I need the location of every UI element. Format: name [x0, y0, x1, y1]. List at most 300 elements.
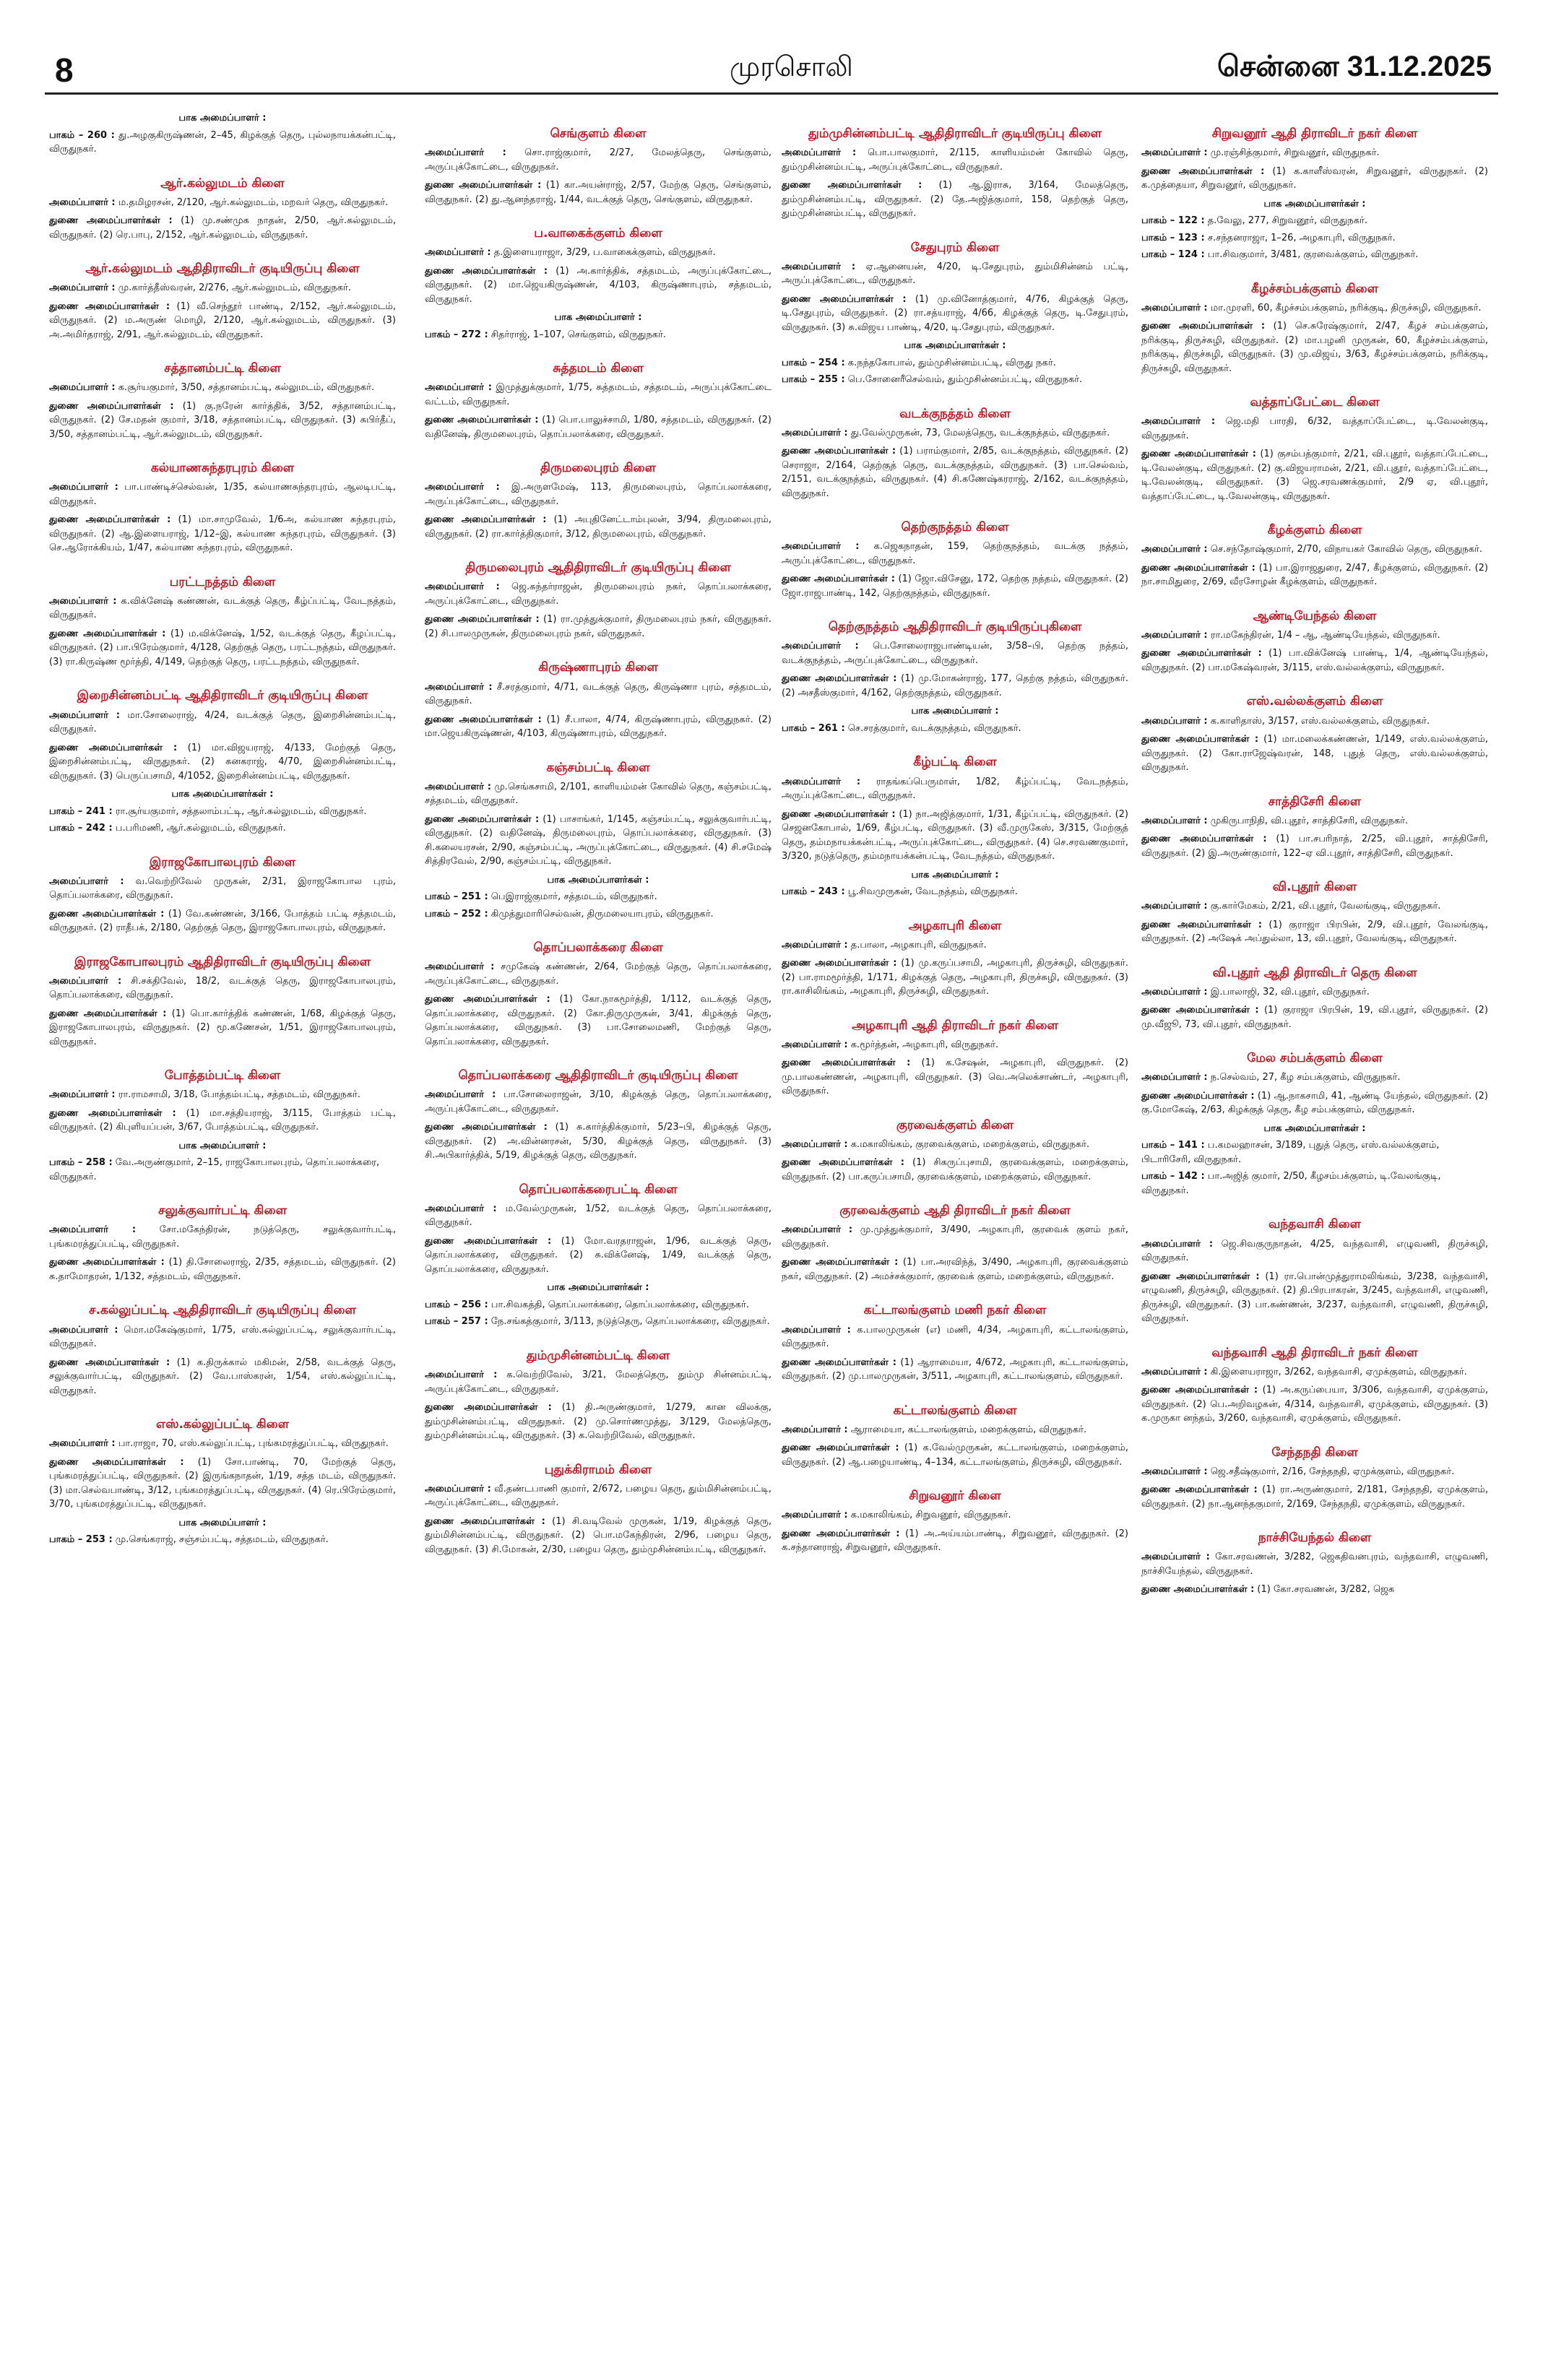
officer-entry: துணை அமைப்பாளர்கள் : (1) தி.சோலைராஜ், 2/35, சத்தமடம், விருதுநகர். (2) சு.தாமோதரன், 1/132, சத்தமடம், விருதுநகர்.: [49, 1257, 396, 1282]
booth-entry: பாகம் – 142 : பா.அஜித் குமார், 2/50, கீழசம்பக்குளம், டி.வேலங்குடி, விருதுநகர்.: [1141, 1171, 1441, 1196]
branch-section: [1141, 794, 1488, 861]
branch-section: [1141, 522, 1488, 589]
booth-entry: பாகம் – 261 : செ.சரத்குமார், வடக்குநத்தம், விருதுநகர்.: [782, 722, 1021, 734]
branch-title: சுத்தமடம் கிளை: [553, 361, 644, 376]
officer-entry: துணை அமைப்பாளர்கள் : (1) சிகருப்புசாமி, குரவைக்குளம், மறைக்குளம், விருதுநகர். (2) பா.கருப்பசாமி, குரவைக்குளம், மறைக்குளம், விருதுநகர்.: [782, 1157, 1128, 1182]
booth-entry: பாகம் – 124 : பா.சிவகுமார், 3/481, குரவைக்குளம், விருதுநகர்.: [1141, 249, 1419, 261]
officer-entry: துணை அமைப்பாளர்கள் : (1) பொ.பாலுச்சாமி, 1/80, சத்தமடம், விருதுநகர். (2) வதினேஷ், திருமலைபுரம், தொப்பலாக்கரை, விருதுநகர்.: [425, 415, 772, 440]
entry-label: அமைப்பாளர் :: [49, 975, 122, 987]
subheading: பாக அமைப்பாளர்கள் :: [547, 1282, 649, 1294]
entry-label: பாகம் – 243 :: [782, 886, 845, 898]
branch-section: [782, 126, 1128, 221]
branch-title: தொப்பலாக்கரை கிளை: [533, 940, 663, 956]
officer-entry: அமைப்பாளர் : க.மகாலிங்கம், குரவைக்குளம், மறைக்குளம், விருதுநகர்.: [782, 1138, 1090, 1150]
branch-title: வத்தாப்பேட்டை கிளை: [1250, 395, 1380, 410]
subheading: பாக அமைப்பாளர்கள் :: [171, 789, 274, 800]
dateline: சென்னை 31.12.2025: [1217, 51, 1492, 82]
officer-entry: துணை அமைப்பாளர்கள் : (1) மா.சாமுவேல், 1/6அ, கல்யாண சுந்தரபுரம், விருதுநகர். (2) ஆ.இளையராஜ், 1/12–இ, கல்யாண சுந்தரபுரம், விருதுநகர். (3) செ.ஆரோக்கியம், 1/47, கல்யாண சுந்தரபுரம், விருதுநகர்.: [49, 514, 396, 554]
branch-section: [425, 560, 772, 641]
officer-entry: அமைப்பாளர் : பா.பாண்டிச்செல்வன், 1/35, கல்யாணசுந்தரபுரம், ஆலடிபட்டி, விருதுநகர்.: [49, 482, 396, 507]
officer-entry: அமைப்பாளர் : வ.வெற்றிவேல் முருகன், 2/31, இராஜகோபால புரம், தொப்பலாக்கரை, விருதுநகர்.: [49, 875, 396, 901]
booth-entry: பாகம் – 123 : ச.சந்தனராஜா, 1–26, அழகாபுரி, விருதுநகர்.: [1141, 232, 1396, 243]
officer-entry: துணை அமைப்பாளர்கள் : (1) அ.அய்யம்பாண்டி, சிறுவனூர், விருதுநகர். (2) க.சந்தானராஜ், சிறுவனூர், விருதுநகர்.: [782, 1528, 1128, 1554]
entry-label: துணை அமைப்பாளர்கள் :: [425, 1235, 552, 1247]
masthead: முரசொலி: [730, 51, 853, 82]
entry-label: அமைப்பாளர் :: [425, 482, 500, 493]
booth-entry: பாகம் – 251 : பெஇராஜ்குமார், சத்தமடம், விருதுநகர்.: [425, 891, 657, 903]
branch-title: தெற்குநத்தம் கிளை: [901, 520, 1009, 535]
branch-title: செங்குளம் கிளை: [550, 126, 647, 141]
entry-label: அமைப்பாளர் :: [1141, 1366, 1208, 1377]
page-number: 8: [55, 51, 74, 89]
officer-entry: அமைப்பாளர் : க.மகாலிங்கம், சிறுவனூர், விருதுநகர்.: [782, 1510, 1011, 1521]
entry-label: பாகம் – 261 :: [782, 722, 845, 734]
branch-section: [425, 460, 772, 541]
entry-label: துணை அமைப்பாளர்கள் :: [1141, 919, 1262, 930]
branch-section: [782, 754, 1128, 899]
entry-label: அமைப்பாளர் :: [49, 282, 116, 294]
entry-label: பாகம் – 122 :: [1141, 215, 1205, 227]
officer-entry: துணை அமைப்பாளர்கள் : (1) மா.விஜயராஜ், 4/133, மேற்குத் தெரு, இறைசின்னம்பட்டி, விருதுநகர். (2) கனகராஜ், 4/70, இறைசின்னம்பட்டி, விருதுநகர். (3) பெருப்பசாமி, 4/1052, இறைசின்னம்பட்டி, விருதுநகர்.: [49, 742, 396, 782]
booth-entry: பாகம் – 257 : நே.சங்கத்குமார், 3/113, நடுத்தெரு, தொப்பலாக்கரை, விருதுநகர்.: [425, 1316, 770, 1328]
officer-entry: துணை அமைப்பாளர்கள் : (1) நா.அஜித்குமார், 1/31, கீழ்ப்பட்டி, விருதுநகர். (2) செஜனகோபால், 1/69, கீழ்பட்டி, விருதுநகர். (3) வீ.முருகேஸ், 3/315, மேற்குத் தெரு, தம்மநாயக்கன்பட்டி, அருப்புக்கோட்டை, விருதுநகர். (4) செ.சரவணகுமார், 3/320, நடுத்தெரு, தம்மநாயக்கன்பட்டி, வேடநத்தம், விருதுநகர்.: [782, 808, 1128, 862]
officer-entry: அமைப்பாளர் : ஆராமையா, கட்டாலங்குளம், மறைக்குளம், விருதுநகர்.: [782, 1424, 1087, 1435]
officer-entry: துணை அமைப்பாளர்கள் : (1) அ.கருப்பையா, 3/306, வந்தவாசி, ஏமுக்குளம், விருதுநகர். (2) பெ.அறிவழகன், 4/314, வந்தவாசி, ஏமுக்குளம், விருதுநகர். (3) க.முருகா னந்தம், 3/260, வந்தவாசி, ஏமுக்குளம், விருதுநகர்.: [1141, 1385, 1488, 1424]
booth-entry: பாகம் – 272 : சிதர்ராஜ், 1–107, செங்குளம், விருதுநகர்.: [425, 329, 667, 340]
entry-label: அமைப்பாளர் :: [1141, 1466, 1208, 1477]
branch-section: [782, 1302, 1128, 1383]
entry-label: துணை அமைப்பாளர்கள் :: [425, 1122, 548, 1133]
officer-entry: அமைப்பாளர் : ராதங்கப்பெருமாள், 1/82, கீழ்ப்பட்டி, வேடநத்தம், அருப்புக்கோட்டை, விருதுநகர்.: [782, 776, 1128, 802]
entry-label: அமைப்பாளர் :: [782, 641, 859, 652]
subheading: பாக அமைப்பாளர்கள் :: [547, 874, 649, 886]
entry-label: துணை அமைப்பாளர்கள் :: [782, 293, 907, 305]
officer-entry: துணை அமைப்பாளர்கள் : (1) ரா.பொன்முத்துராமலிங்கம், 3/238, வந்தவாசி, எழுவணி, திருச்சுழி, விருதுநகர். (2) தி.பிரபாகரன், 3/245, வந்தவாசி, எழுவணி, திருச்சுழி, விருதுநகர். (3) பா.கண்ணன், 3/237, வந்தவாசி, எழுவணி, திருச்சுழி, விருதுநகர்.: [1141, 1271, 1488, 1325]
entry-label: அமைப்பாளர் :: [49, 709, 120, 721]
entry-label: அமைப்பாளர் :: [782, 1138, 848, 1150]
branch-title: கிருஷ்ணாபுரம் கிளை: [538, 660, 658, 675]
branch-title: தும்முசின்னம்பட்டி கிளை: [526, 1348, 670, 1363]
entry-label: அமைப்பாளர் :: [1141, 416, 1216, 428]
officer-entry: துணை அமைப்பாளர்கள் : (1) மா.சத்தியராஜ், 3/115, போத்தம் பட்டி, விருதுநகர். (2) கிபுளியப்பன், 3/67, போத்தம்பட்டி, விருதுநகர்.: [49, 1107, 396, 1133]
officer-entry: அமைப்பாளர் : மொ.மகேஷ்குமார், 1/75, எஸ்.கல்லுப்பட்டி, சலுக்குவார்பட்டி, விருதுநகர்.: [49, 1324, 396, 1350]
branch-title: வி.புதூர் ஆதி திராவிடர் தெரு கிளை: [1212, 965, 1417, 980]
entry-label: பாகம் – 260 :: [49, 129, 115, 141]
branch-title: இராஜகோபாலபுரம் ஆதிதிராவிடர் குடியிருப்பு கிளை: [74, 954, 371, 969]
officer-entry: துணை அமைப்பாளர்கள் : (1) குராஜா பிரபின், 2/9, வி.புதூர், வேலங்குடி, விருதுநகர். (2) அஷேக் அப்துல்லா, 13, வி.புதூர், வேலங்குடி, விருதுநகர்.: [1141, 919, 1488, 945]
branch-section: [49, 1302, 396, 1398]
entry-label: அமைப்பாளர் :: [425, 681, 493, 693]
booth-entry: பாகம் – 242 : ப.பரிமணி, ஆர்.கல்லுமடம், விருதுநகர்.: [49, 823, 286, 834]
entry-label: பாகம் – 272 :: [425, 329, 488, 340]
branch-title: வந்தவாசி ஆதி திராவிடர் நகர் கிளை: [1211, 1345, 1418, 1360]
branch-title: கீழக்குளம் கிளை: [1267, 523, 1362, 538]
entry-label: துணை அமைப்பாளர்கள் :: [49, 300, 170, 312]
entry-label: துணை அமைப்பாளர்கள் :: [425, 813, 540, 825]
entry-label: அமைப்பாளர் :: [782, 776, 861, 787]
officer-entry: அமைப்பாளர் : த.இளையராஜா, 3/29, ப.வாகைக்குளம், விருதுநகர்.: [425, 247, 716, 259]
branch-title: தொப்பலாக்கரைபட்டி கிளை: [519, 1182, 678, 1197]
booth-entry: பாகம் – 141 : ப.கமலஹாசன், 3/189, புதுத் தெரு, எஸ்.வல்லக்குளம், பிடாரிசேரி, விருதுநகர்.: [1141, 1140, 1440, 1165]
entry-label: அமைப்பாளர் :: [425, 961, 495, 973]
branch-title: ப.வாகைக்குளம் கிளை: [534, 226, 662, 241]
entry-label: துணை அமைப்பாளர்கள் :: [1141, 1584, 1255, 1596]
officer-entry: துணை அமைப்பாளர்கள் : (1) மு.சண்முக நாதன், 2/50, ஆர்.கல்லுமடம், விருதுநகர். (2) ரெ.பாபு, 2/152, ஆர்.கல்லுமடம், விருதுநகர்.: [49, 215, 396, 241]
page-header: [0, 0, 1543, 92]
officer-entry: துணை அமைப்பாளர்கள் : (1) மு.வினோத்குமார், 4/76, கிழக்குத் தெரு, டி.சேதுபுரம், விருதுநகர். (2) ரா.சத்யராஜ், 4/66, கிழக்குத் தெரு, டி.சேதுபுரம், விருதுநகர். (3) சு.விஜய பாண்டி, 4/20, டி.சேதுபுரம், விருதுநகர்.: [782, 293, 1128, 333]
entry-label: அமைப்பாளர் :: [49, 196, 116, 208]
column-1: [49, 107, 396, 2360]
subheading: பாக அமைப்பாளர்கள் :: [904, 340, 1006, 352]
booth-entry: பாகம் – 252 : கிமுத்துமாரிசெல்வன், திருமலையாபுரம், விருதுநகர்.: [425, 908, 714, 919]
officer-entry: அமைப்பாளர் : க.வெற்றிவேல், 3/21, மேலத்தெரு, தும்மு சின்னம்பட்டி, அருப்புக்கோட்டை, விருதுநகர்.: [425, 1369, 772, 1395]
entry-label: துணை அமைப்பாளர்கள் :: [782, 808, 896, 820]
entry-label: பாகம் – 123 :: [1141, 232, 1205, 243]
branch-section: [49, 1203, 396, 1284]
branch-title: கீழ்பட்டி கிளை: [913, 755, 997, 770]
officer-entry: அமைப்பாளர் : மா.முரளி, 60, கீழச்சம்பக்குளம், நரிக்குடி, திருச்சுழி, விருதுநகர்.: [1141, 302, 1482, 313]
entry-label: துணை அமைப்பாளர்கள் :: [49, 1257, 165, 1268]
branch-title: பரட்டநத்தம் கிளை: [169, 574, 276, 589]
entry-label: துணை அமைப்பாளர்கள் :: [782, 1356, 896, 1368]
booth-entry: பாகம் – 256 : பா.சிவகத்தி, தொப்பலாக்கரை, தொப்பலாக்கரை, விருதுநகர்.: [425, 1299, 749, 1310]
officer-entry: துணை அமைப்பாளர்கள் : (1) மு.மோகன்ராஜ், 177, தெற்கு நத்தம், விருதுநகர். (2) அசதீஸ்குமார், 4/162, தெற்குநத்தம், விருதுநகர்.: [782, 673, 1128, 698]
booth-entry: பாகம் – 122 : த.வேலு, 277, சிறுவனூர், விருதுநகர்.: [1141, 215, 1367, 227]
officer-entry: அமைப்பாளர் : க.ஜெகநாதன், 159, தெற்குநத்தம், வடக்கு நத்தம், அருப்புக்கோட்டை, விருதுநகர்.: [782, 541, 1128, 566]
branch-title: சிறுவனூர் கிளை: [909, 1489, 1001, 1504]
branch-section: [1141, 126, 1488, 262]
entry-label: அமைப்பாளர் :: [1141, 1238, 1214, 1250]
entry-label: அமைப்பாளர் :: [425, 581, 500, 593]
branch-section: [1141, 394, 1488, 503]
branch-section: [1141, 879, 1488, 946]
officer-entry: துணை அமைப்பாளர்கள் : (1) வே.கண்ணன், 3/166, போத்தம் பட்டி சத்தமடம், விருதுநகர். (2) ராதீபக், 2/180, தெற்குத் தெரு, இராஜகோபாலபுரம், விருதுநகர்.: [49, 908, 396, 934]
officer-entry: அமைப்பாளர் : பெ.சோலைராஜபாண்டியன், 3/58–பி, தெற்கு நத்தம், வடக்குநத்தம், அருப்புக்கோட்டை, விருதுநகர்.: [782, 641, 1128, 666]
entry-label: துணை அமைப்பாளர்கள் :: [1141, 321, 1266, 332]
entry-label: துணை அமைப்பாளர்கள் :: [1141, 834, 1267, 845]
branch-title: சலுக்குவார்பட்டி கிளை: [158, 1203, 287, 1219]
officer-entry: அமைப்பாளர் : கி.இளையராஜா, 3/262, வந்தவாசி, ஏமுக்குளம், விருதுநகர்.: [1141, 1366, 1467, 1377]
entry-label: பாகம் – 256 :: [425, 1299, 488, 1310]
officer-entry: அமைப்பாளர் : க.மூர்த்தன், அழகாபுரி, விருதுநகர்.: [782, 1039, 999, 1050]
entry-label: அமைப்பாளர் :: [782, 261, 856, 272]
officer-entry: அமைப்பாளர் : கோ.சரவணன், 3/282, ஜெகதிவனபுரம், வந்தவாசி, எழுவணி, நாச்சியேந்தல், விருதுநகர்.: [1141, 1552, 1488, 1577]
officer-entry: துணை அமைப்பாளர்கள் : (1) பா.சபரிநாத், 2/25, வி.புதூர், சாத்திசேரி, விருதுநகர். (2) இ.அருண்குமார், 122–ஏ வி.புதூர், சாத்திசேரி, விருதுநகர்.: [1141, 834, 1488, 859]
branch-title: எஸ்.கல்லுப்பட்டி கிளை: [155, 1417, 290, 1432]
officer-entry: துணை அமைப்பாளர்கள் : (1) சீ.பாலா, 4/74, கிருஷ்ணாபுரம், விருதுநகர். (2) மா.ஜெயகிருஷ்ணன், 4/103, கிருஷ்ணாபுரம், விருதுநகர்.: [425, 714, 772, 740]
entry-label: துணை அமைப்பாளர்கள் :: [1141, 1271, 1260, 1282]
branch-title: கட்டாலங்குளம் மணி நகர் கிளை: [863, 1303, 1047, 1318]
officer-entry: பாகம் – 260 : து.அழகுகிருஷ்ணன், 2–45, கிழக்குத் தெரு, புல்லநாயக்கன்பட்டி, விருதுநகர்.: [49, 129, 396, 155]
entry-label: துணை அமைப்பாளர்கள் :: [425, 180, 542, 191]
officer-entry: துணை அமைப்பாளர்கள் : (1) குசம்பத்குமார், 2/21, வி.புதூர், வத்தாப்பேட்டை, டி.வேலன்குடி, விருதுநகர். (2) கு.விஜயராமன், 2/21, வி.புதூர், வத்தாப்பேட்டை, டி.வேலன்குடி, விருதுநகர். (3) ஜெ.சரவணக்குமார், 2/9 ஏ, வி.புதூர், வத்தாப்பேட்டை, டி.வேலன்குடி, விருதுநகர்.: [1141, 449, 1488, 502]
entry-label: துணை அமைப்பாளர்கள் :: [49, 215, 173, 227]
subheading: பாக அமைப்பாளர்கள் :: [1263, 1122, 1366, 1134]
branch-section: [782, 1018, 1128, 1099]
officer-entry: அமைப்பாளர் : சீ.சரத்குமார், 4/71, வடக்குத் தெரு, கிருஷ்ணா புரம், சத்தமடம், விருதுநகர்.: [425, 681, 772, 707]
branch-section: [49, 360, 396, 441]
officer-entry: அமைப்பாளர் : கு.கார்மேகம், 2/21, வி.புதூர், வேலங்குடி, விருதுநகர்.: [1141, 901, 1441, 912]
entry-label: துணை அமைப்பாளர்கள் :: [782, 1442, 899, 1454]
entry-label: அமைப்பாளர் :: [1141, 302, 1208, 313]
branch-section: [49, 574, 396, 670]
officer-entry: துணை அமைப்பாளர்கள் : (1) அபுதினேட்டாம்புலன், 3/94, திருமலைபுரம், விருதுநகர். (2) ரா.கார்த்திகுமார், 3/12, திருமலைபுரம், விருதுநகர்.: [425, 514, 772, 540]
branch-title: போத்தம்பட்டி கிளை: [164, 1068, 281, 1083]
officer-entry: துணை அமைப்பாளர்கள் : (1) பா.இராஜதுரை, 2/47, கீழக்குளம், விருதுநகர். (2) நா.சாமிதுரை, 2/69, வீரசோழன் கீழக்குளம், விருதுநகர்.: [1141, 562, 1488, 588]
branch-section: [1141, 1345, 1488, 1426]
booth-entry: பாகம் – 243 : பூ.சிவமுருகன், வேடநத்தம், விருதுநகர்.: [782, 886, 1018, 898]
entry-label: துணை அமைப்பாளர்கள் :: [782, 180, 922, 191]
branch-section: [1141, 1530, 1488, 1597]
entry-label: துணை அமைப்பாளர்கள் :: [49, 400, 174, 412]
officer-entry: அமைப்பாளர் : செ.சந்தோஷ்குமார், 2/70, விநாயகர் கோவில் தெரு, விருதுநகர்.: [1141, 544, 1482, 555]
entry-label: துணை அமைப்பாளர்கள் :: [49, 514, 171, 526]
entry-label: துணை அமைப்பாளர்கள் :: [425, 1402, 552, 1414]
entry-label: அமைப்பாளர் :: [782, 427, 848, 438]
entry-label: துணை அமைப்பாளர்கள் :: [1141, 1005, 1259, 1016]
branch-section: [49, 688, 396, 835]
entry-label: துணை அமைப்பாளர்கள் :: [782, 958, 897, 969]
entry-label: அமைப்பாளர் :: [782, 1039, 848, 1050]
branch-title: வந்தவாசி கிளை: [1268, 1217, 1361, 1232]
branch-title: தொப்பலாக்கரை ஆதிதிராவிடர் குடியிருப்பு கிளை: [458, 1068, 738, 1083]
branch-title: எஸ்.வல்லக்குளம் கிளை: [1246, 694, 1383, 709]
branch-title: திருமலைபுரம் ஆதிதிராவிடர் குடியிருப்பு கிளை: [465, 561, 731, 576]
branch-section: [782, 519, 1128, 600]
entry-label: பாகம் – 241 :: [49, 805, 113, 817]
entry-label: அமைப்பாளர் :: [1141, 715, 1208, 727]
branch-title: கீழச்சம்பக்குளம் கிளை: [1251, 281, 1378, 296]
entry-label: அமைப்பாளர் :: [1141, 1072, 1208, 1083]
officer-entry: அமைப்பாளர் : ஏ.ஆனையன், 4/20, டி.சேதுபுரம், தும்மிசின்னம் பட்டி, அருப்புக்கோட்டை, விருதுநகர்.: [782, 261, 1128, 287]
officer-entry: அமைப்பாளர் : க.காளிதாஸ், 3/157, எஸ்.வல்லக்குளம், விருதுநகர்.: [1141, 715, 1430, 727]
branch-title: தெற்குநத்தம் ஆதிதிராவிடர் குடியிருப்புகிளை: [828, 620, 1082, 635]
subheading: பாக அமைப்பாளர் :: [178, 113, 267, 124]
entry-label: அமைப்பாளர் :: [1141, 544, 1208, 555]
entry-label: துணை அமைப்பாளர்கள் :: [425, 1515, 545, 1527]
entry-label: அமைப்பாளர் :: [782, 1424, 848, 1435]
entry-label: அமைப்பாளர் :: [425, 247, 491, 259]
officer-entry: அமைப்பாளர் : மு.கார்த்தீஸ்வரன், 2/276, ஆர்.கல்லுமடம், விருதுநகர்.: [49, 282, 351, 294]
entry-label: துணை அமைப்பாளர்கள் :: [425, 614, 540, 626]
entry-label: அமைப்பாளர் :: [782, 541, 860, 553]
branch-section: [49, 176, 396, 243]
officer-entry: துணை அமைப்பாளர்கள் : (1) குராஜா பிரபின், 19, வி.புதூர், விருதுநகர். (2) மு.வீஜூ, 73, வி.புதூர், விருதுநகர்.: [1141, 1005, 1488, 1030]
entry-label: துணை அமைப்பாளர்கள் :: [49, 1356, 170, 1368]
entry-label: துணை அமைப்பாளர்கள் :: [1141, 165, 1265, 177]
officer-entry: துணை அமைப்பாளர்கள் : (1) வீ.செந்தூர் பாண்டி, 2/152, ஆர்.கல்லுமடம், விருதுநகர். (2) ம.அருண் மொழி, 2/120, ஆர்.கல்லுமடம், விருதுநகர். (3) அ.அமிர்தராஜ், 2/91, ஆர்.கல்லுமடம், விருதுநகர்.: [49, 300, 396, 340]
branch-title: வி.புதூர் கிளை: [1272, 880, 1357, 895]
column-2: [425, 107, 772, 2360]
entry-label: அமைப்பாளர் :: [1141, 901, 1208, 912]
branch-title: வடக்குநத்தம் கிளை: [899, 406, 1011, 421]
entry-label: துணை அமைப்பாளர்கள் :: [1141, 1385, 1258, 1396]
officer-entry: துணை அமைப்பாளர்கள் : (1) மா.மலைக்கண்ணன், 1/149, எஸ்.வல்லக்குளம், விருதுநகர். (2) கோ.ராஜேஷ்வரன், 148, புதுத் தெரு, எஸ்.வல்லக்குளம், விருதுநகர்.: [1141, 734, 1488, 774]
entry-label: அமைப்பாளர் :: [782, 1510, 848, 1521]
officer-entry: துணை அமைப்பாளர்கள் : (1) க.திருக்கால் மகிமன், 2/58, வடக்குத் தெரு, சலுக்குவார்பட்டி, விருதுநகர். (2) வே.பாஸ்கரன், 1/54, எஸ்.கல்லுப்பட்டி, விருதுநகர்.: [49, 1356, 396, 1396]
branch-title: இராஜகோபாலபுரம் கிளை: [149, 854, 296, 870]
entry-label: பாகம் – 141 :: [1141, 1140, 1205, 1151]
branch-section: [425, 225, 772, 342]
branch-section: [1141, 1216, 1488, 1325]
officer-entry: துணை அமைப்பாளர்கள் : (1) க.வேல்முருகன், கட்டாலங்குளம், மறைக்குளம், விருதுநகர். (2) ஆ.பழையாண்டி, 4–134, கட்டாலங்குளம், திருச்சுழி, விருதுநகர்.: [782, 1442, 1128, 1468]
entry-label: துணை அமைப்பாளர்கள் :: [425, 714, 542, 725]
officer-entry: துணை அமைப்பாளர்கள் : (1) கா.அயன்ராஜ், 2/57, மேற்கு தெரு, செங்குளம், விருதுநகர். (2) து.ஆனந்தராஜ், 1/44, வடக்குத் தெரு, செங்குளம், விருதுநகர்.: [425, 180, 772, 205]
entry-label: பாகம் – 142 :: [1141, 1171, 1205, 1182]
officer-entry: துணை அமைப்பாளர்கள் : (1) சோ.பாண்டி, 70, மேற்குத் தெரு, புங்கமரத்துப்பட்டி, விருதுநகர். (2) இருங்கநாதன், 1/19, சத்த மடம், விருதுநகர். (3) மா.செல்வபாண்டி, 3/12, புங்கமரத்துப்பட்டி, விருதுநகர். (4) ரெ.பிரேம்குமார், 3/70, புங்கமரத்துப்பட்டி, விருதுநகர்.: [49, 1456, 396, 1510]
officer-entry: துணை அமைப்பாளர்கள் : (1) ஆ.இராசு, 3/164, மேலத்தெரு, தும்முசின்னம்பட்டி, விருதுநகர். (2) தே.அஜித்குமார், 158, தெற்குத் தெரு, தும்முசின்னம்பட்டி, விருதுநகர்.: [782, 180, 1128, 220]
branch-section: [49, 854, 396, 935]
entry-label: அமைப்பாளர் :: [1141, 1552, 1210, 1563]
entry-label: துணை அமைப்பாளர்கள் :: [49, 1456, 184, 1468]
subheading: பாக அமைப்பாளர்கள் :: [1263, 198, 1366, 209]
booth-entry: பாகம் – 258 : வே.அருண்குமார், 2–15, ராஜகோபாலபுரம், தொப்பலாக்கரை, விருதுநகர்.: [49, 1157, 380, 1182]
branch-section: [782, 240, 1128, 387]
officer-entry: அமைப்பாளர் : ரா.ராமசாமி, 3/18, போத்தம்பட்டி, சத்தமடம், விருதுநகர்.: [49, 1089, 360, 1101]
officer-entry: அமைப்பாளர் : மு.செங்கசாமி, 2/101, காளியம்மன் கோவில் தெரு, கஞ்சம்பட்டி, சத்தமடம், விருதுநகர்.: [425, 781, 772, 807]
entry-label: துணை அமைப்பாளர்கள் :: [425, 514, 547, 526]
header-rule: [45, 92, 1498, 95]
entry-label: துணை அமைப்பாளர்கள் :: [49, 1008, 167, 1019]
officer-entry: அமைப்பாளர் : சோ.மகேந்திரன், நடுத்தெரு, சலுக்குவார்பட்டி, புங்கமரத்துப்பட்டி, விருதுநகர்.: [49, 1224, 396, 1250]
officer-entry: துணை அமைப்பாளர்கள் : (1) சி.வடிவேல் முருகன், 1/19, கிழக்குத் தெரு, தும்மிசின்னம்பட்டி, விருதுநகர். (2) பொ.மகேந்திரன், 2/96, பழைய தெரு, விருதுநகர். (3) சி.மோகன், 2/30, பழைய தெரு, தும்முசின்னம்பட்டி, விருதுநகர்.: [425, 1515, 772, 1555]
entry-label: அமைப்பாளர் :: [425, 1089, 496, 1101]
officer-entry: அமைப்பாளர் : க.பாலமுருகன் (எ) மணி, 4/34, அழகாபுரி, கட்டாலங்குளம், விருதுநகர்.: [782, 1324, 1128, 1350]
entry-label: அமைப்பாளர் :: [425, 1483, 491, 1494]
branch-section: [1141, 1445, 1488, 1512]
entry-label: அமைப்பாளர் :: [425, 147, 506, 159]
branch-title: குரவைக்குளம் கிளை: [896, 1117, 1014, 1133]
entry-label: அமைப்பாளர் :: [782, 1224, 853, 1236]
officer-entry: துணை அமைப்பாளர்கள் : (1) பொ.கார்த்திக் கண்ணன், 1/68, கிழக்குத் தெரு, இராஜகோபாலபுரம், விருதுநகர். (2) மூ.கணேசன், 1/51, இராஜகோபாலபுரம், விருதுநகர்.: [49, 1008, 396, 1047]
column-4: [1141, 107, 1488, 2360]
officer-entry: துணை அமைப்பாளர்கள் : (1) மோ.வரதராஜன், 1/96, வடக்குத் தெரு, தொப்பலாக்கரை, விருதுநகர். (2) சு.விக்னேஷ், 1/49, வடக்குத் தெரு, தொப்பலாக்கரை, விருதுநகர்.: [425, 1235, 772, 1275]
entry-label: துணை அமைப்பாளர்கள் :: [782, 673, 897, 685]
branch-title: சேந்தநதி கிளை: [1271, 1445, 1358, 1460]
branch-section: [782, 1488, 1128, 1555]
officer-entry: அமைப்பாளர் : த.பாலா, அழகாபுரி, விருதுநகர்.: [782, 939, 987, 951]
officer-entry: அமைப்பாளர் : மா.சோலைராஜ், 4/24, வடக்குத் தெரு, இறைசின்னம்பட்டி, விருதுநகர்.: [49, 709, 396, 735]
officer-entry: அமைப்பாளர் : ரா.மகேந்திரன், 1/4 – ஆ, ஆண்டியேந்தல், விருதுநகர்.: [1141, 629, 1440, 641]
entry-label: துணை அமைப்பாளர்கள் :: [1141, 562, 1255, 574]
entry-label: பாகம் – 124 :: [1141, 249, 1205, 261]
branch-section: [49, 261, 396, 342]
subheading: பாக அமைப்பாளர் :: [554, 312, 642, 324]
officer-entry: அமைப்பாளர் : து.வேல்முருகன், 73, மேலத்தெரு, வடக்குநத்தம், விருதுநகர்.: [782, 427, 1110, 438]
officer-entry: அமைப்பாளர் : இமுத்துக்குமார், 1/75, சுத்தமடம், சத்தமடம், அருப்புக்கோட்டை வட்டம், விருதுநகர்.: [425, 382, 772, 407]
branch-section: [425, 940, 772, 1049]
entry-label: துணை அமைப்பாளர்கள் :: [49, 908, 165, 919]
officer-entry: துணை அமைப்பாளர்கள் : (1) பராம்குமார், 2/85, வடக்குநத்தம், விருதுநகர். (2) செராஜா, 2/164, தெற்குத் தெரு, வடக்குநத்தம், விருதுநகர். (3) பா.செல்வம், 2/151, வடக்குநத்தம், விருதுநகர். (4) சி.கணேஷ்கரராஜ், 2/162, வடக்குநத்தம், விருதுநகர்.: [782, 446, 1128, 499]
branch-title: சாத்திசேரி கிளை: [1268, 794, 1362, 809]
entry-label: துணை அமைப்பாளர்கள் :: [425, 994, 550, 1005]
entry-label: துணை அமைப்பாளர்கள் :: [425, 265, 548, 277]
officer-entry: துணை அமைப்பாளர்கள் : (1) க.சேஷன், அழகாபுரி, விருதுநகர். (2) மு.பாலகண்ணன், அழகாபுரி, விருதுநகர். (3) வெ.அலெக்சாண்டர், அழகாபுரி, விருதுநகர்.: [782, 1057, 1128, 1097]
officer-entry: அமைப்பாளர் : பொ.பாலகுமார், 2/115, காளியம்மன் கோவில் தெரு, தும்முசின்னம்பட்டி, அருப்புக்கோட்டை, விருதுநகர்.: [782, 147, 1128, 173]
branch-section: [1141, 1050, 1488, 1198]
entry-label: பாகம் – 242 :: [49, 823, 113, 834]
entry-label: அமைப்பாளர் :: [1141, 629, 1208, 641]
officer-entry: அமைப்பாளர் : சி.சக்திவேல், 18/2, வடக்குத் தெரு, இராஜகோபாலபுரம், தொப்பலாக்கரை, விருதுநகர்.: [49, 975, 396, 1001]
officer-entry: துணை அமைப்பாளர்கள் : (1) சு.கார்த்திக்குமார், 5/23–பி, கிழக்குத் தெரு, விருதுநகர். (2) அ.வின்னரசன், 5/30, கிழக்குத் தெரு, விருதுநகர். (3) சி.அபிகார்த்திக், 5/19, கிழக்குத் தெரு, விருதுநகர்.: [425, 1122, 772, 1161]
branch-title: ச.கல்லுப்பட்டி ஆதிதிராவிடர் குடியிருப்பு கிளை: [89, 1303, 356, 1318]
entry-label: துணை அமைப்பாளர்கள் :: [49, 1107, 176, 1119]
officer-entry: துணை அமைப்பாளர்கள் : (1) க.காளீஸ்வரன், சிறுவனூர், விருதுநகர். (2) க.முத்தையா, சிறுவனூர், விருதுநகர்.: [1141, 165, 1488, 191]
branch-section: [425, 360, 772, 441]
subheading: பாக அமைப்பாளர் :: [911, 869, 999, 880]
branch-section: [425, 760, 772, 922]
branch-title: கஞ்சம்பட்டி கிளை: [546, 760, 650, 775]
officer-entry: துணை அமைப்பாளர்கள் : (1) பாசாங்கர், 1/145, கஞ்சம்பட்டி, சலுக்குவார்பட்டி, விருதுநகர். (2) வதினேஷ், திருமலைபுரம், தொப்பலாக்கரை, விருதுநகர். (3) சி.கலையரசன், 2/90, கஞ்சம்பட்டி, அருப்புக்கோட்டை, விருதுநகர். (4) சி.சமேஷ் சித்திரவேல், 2/90, கஞ்சம்பட்டி, விருதுநகர்.: [425, 813, 772, 867]
branch-title: அழகாபுரி கிளை: [908, 918, 1002, 933]
officer-entry: அமைப்பாளர் : சமுகேஷ் கண்ணன், 2/64, மேற்குத் தெரு, தொப்பலாக்கரை, அருப்புக்கோட்டை, விருதுநகர்.: [425, 961, 772, 987]
branch-title: தும்முசின்னம்பட்டி ஆதிதிராவிடர் குடியிருப்பு கிளை: [808, 126, 1102, 141]
entry-label: அமைப்பாளர் :: [49, 1089, 116, 1101]
entry-label: பாகம் – 258 :: [49, 1157, 113, 1169]
entry-label: அமைப்பாளர் :: [425, 382, 492, 394]
entry-label: துணை அமைப்பாளர்கள் :: [782, 446, 896, 457]
entry-label: அமைப்பாளர் :: [1141, 147, 1208, 159]
branch-section: [425, 126, 772, 207]
officer-entry: அமைப்பாளர் : ந.செல்வம், 27, கீழ சம்பக்குளம், விருதுநகர்.: [1141, 1072, 1401, 1083]
officer-entry: துணை அமைப்பாளர்கள் : (1) ஆ.நாகசாமி, 41, ஆண்டி யேந்தல், விருதுநகர். (2) கு.மோகேஷ், 2/63, கிழக்குத் தெரு, கீழ சம்பக்குளம், விருதுநகர்.: [1141, 1090, 1488, 1116]
entry-label: பாகம் – 252 :: [425, 908, 488, 919]
booth-entry: பாகம் – 255 : பெ.சோனைரீசெல்வம், தும்முசின்னம்பட்டி, விருதுநகர்.: [782, 374, 1083, 386]
branch-title: குரவைக்குளம் ஆதி திராவிடர் நகர் கிளை: [839, 1203, 1071, 1219]
branch-section: [49, 1416, 396, 1547]
entry-label: அமைப்பாளர் :: [49, 1324, 118, 1336]
booth-entry: பாகம் – 253 : மு.செங்கராஜ், சஞ்சம்பட்டி, சத்தமடம், விருதுநகர்.: [49, 1534, 329, 1546]
entry-label: அமைப்பாளர் :: [49, 482, 118, 493]
entry-label: பாகம் – 255 :: [782, 374, 845, 386]
branch-title: இறைசின்னம்பட்டி ஆதிதிராவிடர் குடியிருப்பு கிளை: [77, 688, 368, 704]
entry-label: அமைப்பாளர் :: [782, 147, 857, 159]
entry-label: அமைப்பாளர் :: [49, 595, 117, 607]
officer-entry: அமைப்பாளர் : மு.ரஞ்சித்குமார், சிறுவனூர், விருதுநகர்.: [1141, 147, 1380, 159]
entry-label: அமைப்பாளர் :: [49, 382, 116, 394]
entry-label: துணை அமைப்பாளர்கள் :: [425, 415, 539, 426]
officer-entry: அமைப்பாளர் : ம.தமிழரசன், 2/120, ஆர்.கல்லுமடம், மறவர் தெரு, விருதுநகர்.: [49, 196, 389, 208]
branch-title: ஆர்.கல்லுமடம் ஆதிதிராவிடர் குடியிருப்பு கிளை: [85, 261, 360, 277]
branch-section: [782, 619, 1128, 735]
officer-entry: துணை அமைப்பாளர்கள் : (1) ரா.முத்துக்குமார், திருமலைபுரம் நகர், விருதுநகர். (2) சி.பாலமுருகன், திருமலைபுரம் நகர், விருதுநகர்.: [425, 614, 772, 639]
booth-entry: பாகம் – 254 : க.நந்தகோபால், தும்முசின்னம்பட்டி, விருது நகர்.: [782, 357, 1056, 368]
entry-label: துணை அமைப்பாளர்கள் :: [782, 1057, 911, 1069]
branch-section: [782, 918, 1128, 999]
officer-entry: துணை அமைப்பாளர்கள் : (1) அ.கார்த்திக், சத்தமடம், அருப்புக்கோட்டை, விருதுநகர். (2) மா.ஜெயகிருஷ்ணன், 4/103, கிருஷ்ணாபுரம், சத்தமடம், விருதுநகர்.: [425, 265, 772, 305]
branch-section: [49, 954, 396, 1050]
entry-label: துணை அமைப்பாளர்கள் :: [782, 574, 895, 585]
entry-label: அமைப்பாளர் :: [1141, 986, 1208, 998]
officer-entry: துணை அமைப்பாளர்கள் : (1) மு.கருப்பசாமி, அழகாபுரி, திருச்சுழி, விருதுநகர். (2) பா.ராமமூர்த்தி, 1/171, கிழக்குத் தெரு, அழகாபுரி, திருச்சுழி, விருதுநகர். (3) ரா.காசிலிங்கம், அழகாபுரி, திருச்சுழி, விருதுநகர்.: [782, 958, 1128, 998]
branch-title: திருமலைபுரம் கிளை: [540, 461, 656, 476]
entry-label: பாகம் – 254 :: [782, 357, 845, 368]
officer-entry: துணை அமைப்பாளர்கள் : (1) பா.அரவிந்த், 3/490, அழகாபுரி, குரவைக்குளம் நகர், விருதுநகர். (2) அமச்சக்குமார், குரவைக் குளம், மறைக்குளம், விருதுநகர்.: [782, 1257, 1128, 1282]
officer-entry: அமைப்பாளர் : பா.சோலைராஜன், 3/10, கிழக்குத் தெரு, தொப்பலாக்கரை, அருப்புக்கோட்டை, விருதுநகர்.: [425, 1089, 772, 1115]
officer-entry: அமைப்பாளர் : பா.ராஜா, 70, எஸ்.கல்லுப்பட்டி, புங்கமரத்துப்பட்டி, விருதுநகர்.: [49, 1438, 389, 1450]
branch-section: [425, 1462, 772, 1557]
officer-entry: துணை அமைப்பாளர்கள் : (1) ம.விக்னேஷ், 1/52, வடக்குத் தெரு, கீழப்பட்டி, விருதுநகர். (2) பா.பிரேம்குமார், 4/128, தெற்குத் தெரு, பரட்டநத்தம், விருதுநகர். (3) ரா.கிருஷ்ண மூர்த்தி, 4/149, தெற்குத் தெரு, பரட்டநத்தம், விருதுநகர்.: [49, 628, 396, 667]
officer-entry: துணை அமைப்பாளர்கள் : (1) ரா.அருண்குமார், 2/181, சேந்தநதி, ஏமுக்குளம், விருதுநகர். (2) நா.ஆனந்தகுமார், 2/169, சேந்தநதி, ஏமுக்குளம், விருதுநகர்.: [1141, 1484, 1488, 1510]
entry-label: துணை அமைப்பாளர்கள் :: [1141, 1090, 1255, 1102]
officer-entry: அமைப்பாளர் : ஜெ.சிவகுருநாதன், 4/25, வந்தவாசி, எழுவணி, திருச்சுழி, விருதுநகர்.: [1141, 1238, 1488, 1264]
branch-section: [1141, 965, 1488, 1032]
officer-entry: துணை அமைப்பாளர்கள் : (1) கு.நரேன் கார்த்திக், 3/52, சத்தானம்பட்டி, விருதுநகர். (2) சே.மதன் குமார், 3/18, சத்தானம்பட்டி, விருதுநகர். (3) சுபிர்தீப், 3/50, சத்தானம்பட்டி, ஆர்.கல்லுமடம், விருதுநகர்.: [49, 400, 396, 440]
branch-section: [1141, 693, 1488, 774]
column-3: [782, 107, 1128, 2360]
entry-label: துணை அமைப்பாளர்கள் :: [782, 1528, 900, 1539]
officer-entry: அமைப்பாளர் : ஜெ.சுந்தர்ராஜன், திருமலைபுரம் நகர், தொப்பலாக்கரை, அருப்புக்கோட்டை, விருதுநகர்.: [425, 581, 772, 607]
